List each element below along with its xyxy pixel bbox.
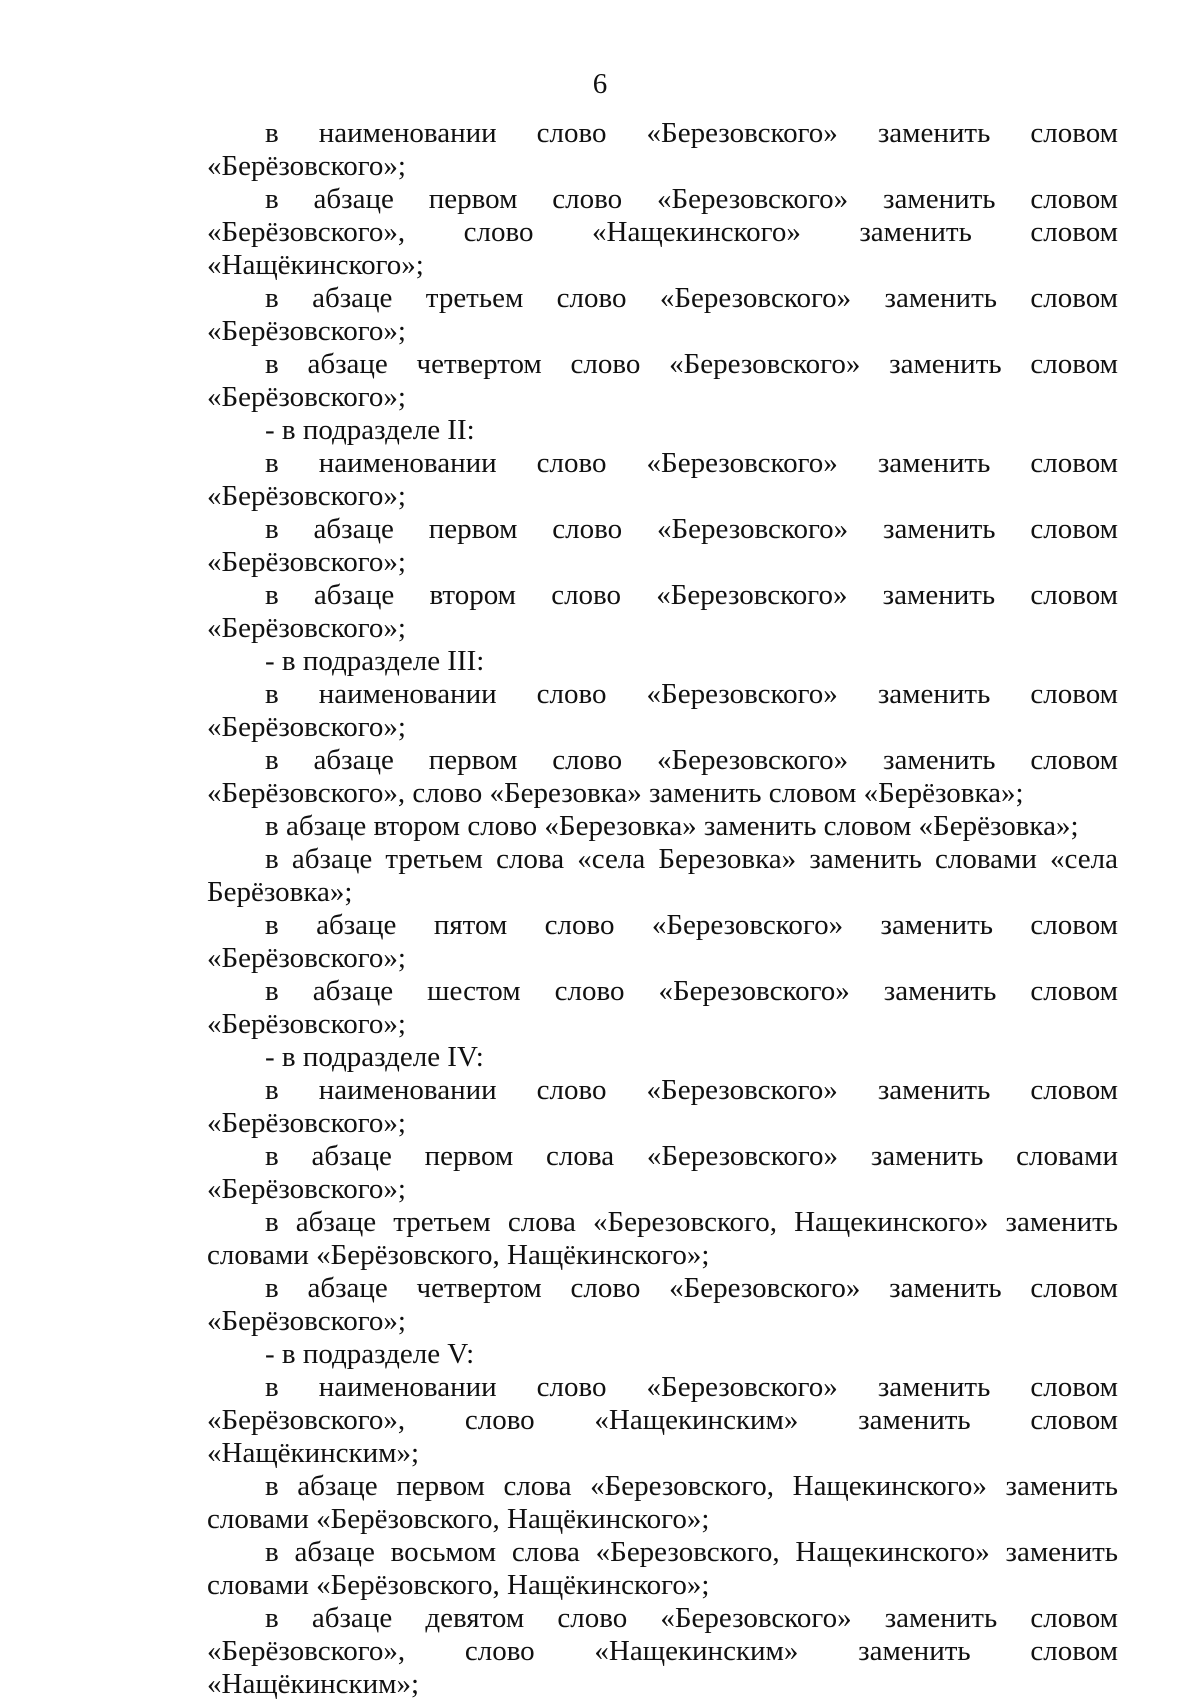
paragraph: в абзаце четвертом слово «Березовского» заменить словом «Берёзовского»; — [207, 1272, 1118, 1337]
paragraph: в наименовании слово «Березовского» заменить словом «Берёзовского»; — [207, 447, 1118, 512]
paragraph: в абзаце первом слова «Березовского, Нащекинского» заменить словами «Берёзовского, Нащёкинского»; — [207, 1470, 1118, 1535]
paragraph: в абзаце втором слово «Березовского» заменить словом «Берёзовского»; — [207, 579, 1118, 644]
page-number: 6 — [592, 68, 608, 100]
subsection-heading: - в подразделе IV: — [265, 1041, 484, 1073]
paragraph: в абзаце первом слова «Березовского» заменить словами «Берёзовского»; — [207, 1140, 1118, 1205]
paragraph: в абзаце девятом слово «Березовского» заменить словом «Берёзовского», слово «Нащекинским» заменить словом «Нащёкинским»; — [207, 1602, 1118, 1700]
subsection-heading: - в подразделе III: — [265, 645, 485, 677]
subsection-heading: - в подразделе II: — [265, 414, 475, 446]
paragraph: в абзаце втором слово «Березовка» заменить словом «Берёзовка»; — [265, 810, 1079, 842]
paragraph: в абзаце третьем слова «села Березовка» заменить словами «села Берёзовка»; — [207, 843, 1118, 908]
paragraph: в наименовании слово «Березовского» заменить словом «Берёзовского», слово «Нащекинским» заменить словом «Нащёкинским»; — [207, 1371, 1118, 1469]
paragraph: в абзаце восьмом слова «Березовского, Нащекинского» заменить словами «Берёзовского, Нащёкинского»; — [207, 1536, 1118, 1601]
paragraph: в абзаце пятом слово «Березовского» заменить словом «Берёзовского»; — [207, 909, 1118, 974]
paragraph: в абзаце первом слово «Березовского» заменить словом «Берёзовского», слово «Нащекинского» заменить словом «Нащёкинского»; — [207, 183, 1118, 281]
paragraph: в наименовании слово «Березовского» заменить словом «Берёзовского»; — [207, 678, 1118, 743]
paragraph: в абзаце третьем слова «Березовского, Нащекинского» заменить словами «Берёзовского, Нащёкинского»; — [207, 1206, 1118, 1271]
paragraph: в абзаце первом слово «Березовского» заменить словом «Берёзовского»; — [207, 513, 1118, 578]
paragraph: в абзаце третьем слово «Березовского» заменить словом «Берёзовского»; — [207, 282, 1118, 347]
paragraph: в наименовании слово «Березовского» заменить словом «Берёзовского»; — [207, 117, 1118, 182]
paragraph: в абзаце шестом слово «Березовского» заменить словом «Берёзовского»; — [207, 975, 1118, 1040]
paragraph: в абзаце четвертом слово «Березовского» заменить словом «Берёзовского»; — [207, 348, 1118, 413]
document-body — [207, 117, 1118, 1701]
paragraph: в абзаце первом слово «Березовского» заменить словом «Берёзовского», слово «Березовка» заменить словом «Берёзовка»; — [207, 744, 1118, 809]
paragraph: в наименовании слово «Березовского» заменить словом «Берёзовского»; — [207, 1074, 1118, 1139]
subsection-heading: - в подразделе V: — [265, 1338, 475, 1370]
